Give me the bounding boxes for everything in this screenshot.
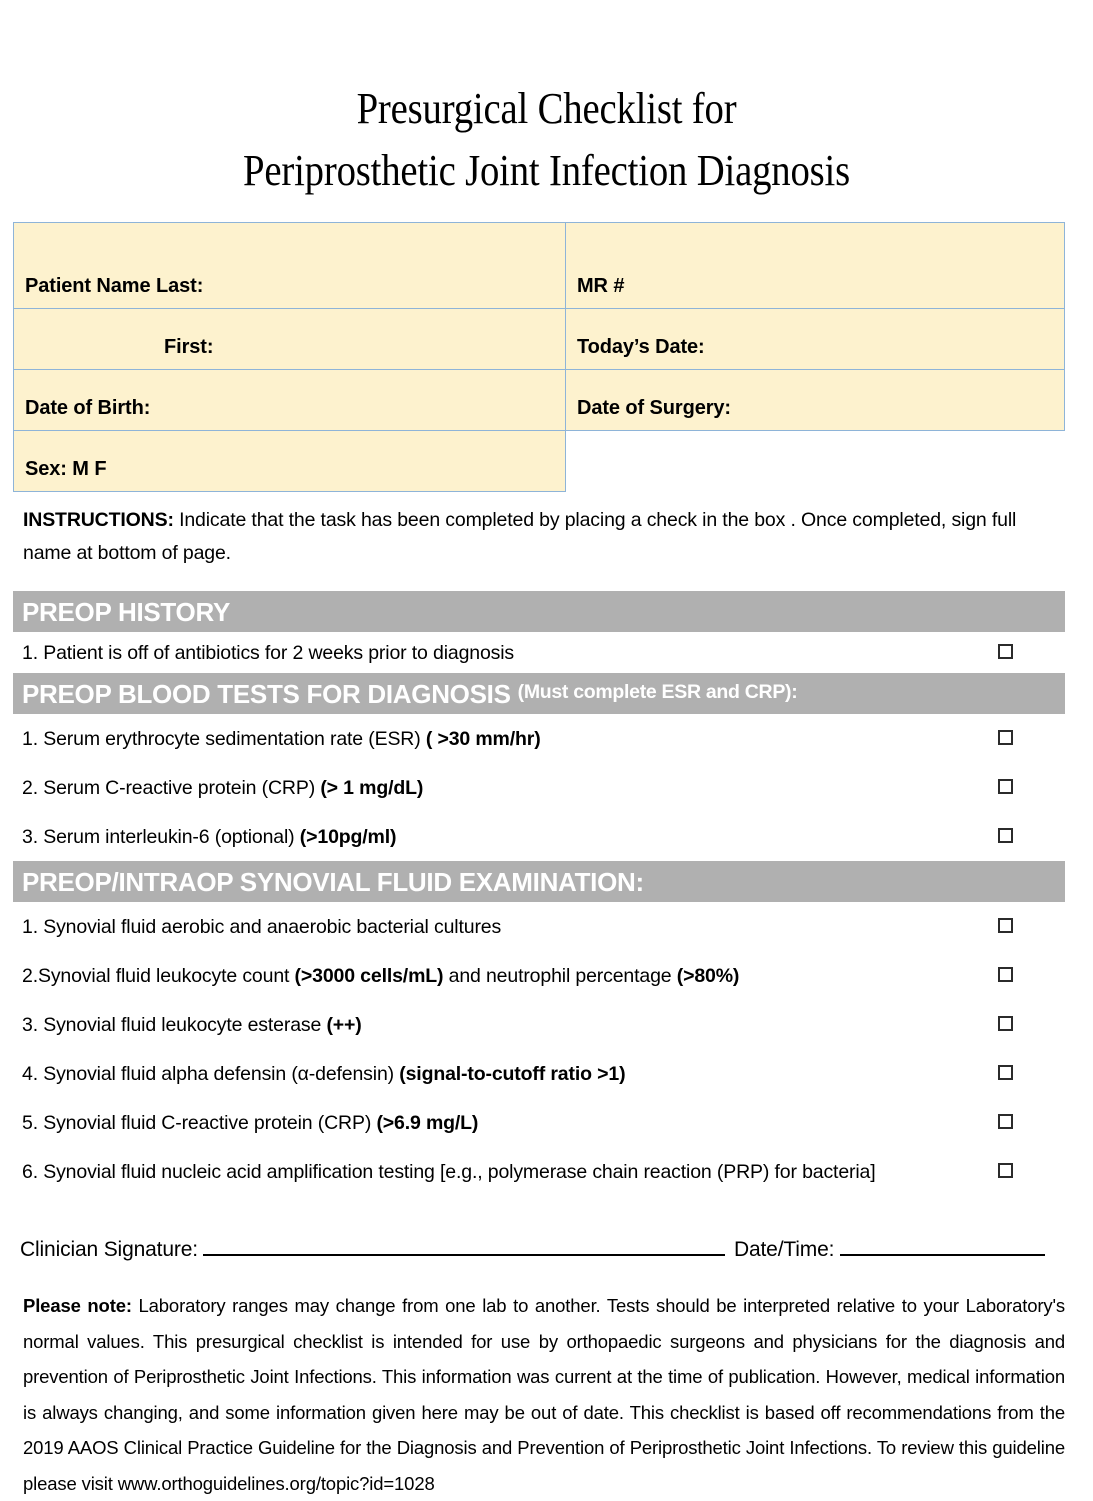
checklist-item-label [22, 812, 998, 849]
instructions-paragraph [23, 504, 1060, 571]
guideline-url[interactable]: www.orthoguidelines.org/topic?id=1028 [117, 1472, 435, 1494]
checklist-item-label [22, 632, 998, 665]
page-title-line-1: Presurgical Checklist for [356, 84, 737, 133]
checklist-item-label [22, 1147, 998, 1184]
field-patient-name-first[interactable]: First: [14, 308, 566, 369]
field-sex[interactable]: Sex: M F [14, 430, 566, 491]
checklist-item[interactable] [13, 763, 1065, 812]
checkbox[interactable] [998, 1163, 1013, 1178]
checklist-item-label [22, 902, 998, 939]
section-header-preop-blood-tests [13, 673, 1065, 714]
table-row [14, 308, 1065, 369]
empty-cell [566, 430, 1065, 491]
checkbox[interactable] [998, 1016, 1013, 1031]
patient-info-table [13, 222, 1065, 492]
page-title [66, 0, 1028, 203]
footer-note [23, 1288, 1065, 1501]
checkbox[interactable] [998, 828, 1013, 843]
item-text-threshold: (>6.9 mg/L) [376, 1112, 479, 1134]
checkbox[interactable] [998, 918, 1013, 933]
checklist-item[interactable] [13, 1049, 1065, 1098]
field-date-of-surgery[interactable]: Date of Surgery: [566, 369, 1065, 430]
section-items-synovial-fluid [13, 902, 1065, 1196]
item-text-plain: 3. Serum interleukin-6 (optional) [22, 826, 300, 848]
item-text-threshold: (>3000 cells/mL) [294, 965, 444, 987]
checklist-item-label [22, 1098, 998, 1135]
item-text-threshold: (++) [326, 1014, 362, 1036]
table-row [14, 222, 1065, 308]
item-text-threshold: ( >30 mm/hr) [425, 728, 541, 750]
item-text-threshold: (> 1 mg/dL) [320, 777, 424, 799]
checklist-item-label [22, 763, 998, 800]
item-text-plain: 4. Synovial fluid alpha defensin (α-defensin) [22, 1063, 400, 1085]
field-todays-date[interactable]: Today’s Date: [566, 308, 1065, 369]
item-text-threshold-2: (>80%) [676, 965, 740, 987]
section-header-preop-history [13, 591, 1065, 632]
checklist-item[interactable] [13, 714, 1065, 763]
checkbox[interactable] [998, 1065, 1013, 1080]
field-mr-number[interactable]: MR # [566, 222, 1065, 308]
item-text-threshold: (signal-to-cutoff ratio >1) [399, 1063, 626, 1085]
checklist-item-label [22, 951, 998, 988]
checklist-item-label [22, 1000, 998, 1037]
table-row [14, 369, 1065, 430]
item-text-plain: 1. Patient is off of antibiotics for 2 weeks prior to diagnosis [22, 642, 515, 664]
section-header-main: PREOP BLOOD TESTS FOR DIAGNOSIS [22, 678, 511, 709]
checklist-item[interactable] [13, 1147, 1065, 1196]
clinician-signature-label: Clinician Signature: [20, 1238, 198, 1261]
section-header-sub: (Must complete ESR and CRP): [517, 681, 798, 704]
field-patient-name-last[interactable]: Patient Name Last: [14, 222, 566, 308]
date-time-label: Date/Time: [733, 1238, 835, 1261]
checklist-item-label [22, 714, 998, 751]
item-text-plain: 3. Synovial fluid leukocyte esterase [22, 1014, 327, 1036]
checklist-item[interactable] [13, 632, 1065, 673]
checkbox[interactable] [998, 644, 1013, 659]
checkbox[interactable] [998, 1114, 1013, 1129]
checkbox[interactable] [998, 967, 1013, 982]
checklist-item-label [22, 1049, 998, 1086]
checklist-item[interactable] [13, 1000, 1065, 1049]
item-text-plain: 2. Serum C-reactive protein (CRP) [22, 777, 321, 799]
item-text-threshold: (>10pg/ml) [299, 826, 397, 848]
section-header-main: PREOP/INTRAOP SYNOVIAL FLUID EXAMINATION: [22, 866, 644, 897]
signature-row [20, 1234, 1065, 1262]
checklist-item[interactable] [13, 1098, 1065, 1147]
item-text-plain: 5. Synovial fluid C-reactive protein (CRP) [22, 1112, 377, 1134]
section-header-synovial-fluid [13, 861, 1065, 902]
section-items-preop-blood-tests [13, 714, 1065, 861]
footer-note-body: Laboratory ranges may change from one lab to another. Tests should be interpreted relative to your Laboratory's normal values. This presurgical checklist is intended for use by orthopaedic surgeons and physicians for the diagnosis and prevention of Periprosthetic Joint Infections. This information was current at the time of publication. However, medical information is always changing, and some information given here may be out of date. This checklist is based off recommendations from the 2019 AAOS Clinical Practice Guideline for the Diagnosis and Prevention of Periprosthetic Joint Infections. To review this guideline please visit [23, 1295, 1065, 1494]
footer-note-label: Please note: [23, 1295, 132, 1316]
item-text-plain: 6. Synovial fluid nucleic acid amplification testing [e.g., polymerase chain reaction (PRP) for bacteria] [22, 1161, 876, 1183]
checklist-item[interactable] [13, 812, 1065, 861]
checkbox[interactable] [998, 730, 1013, 745]
item-text-plain: 1. Synovial fluid aerobic and anaerobic bacterial cultures [22, 916, 502, 938]
field-date-of-birth[interactable]: Date of Birth: [14, 369, 566, 430]
checklist-item[interactable] [13, 902, 1065, 951]
item-text-plain-2: and neutrophil percentage [443, 965, 677, 987]
clinician-signature-input[interactable] [203, 1234, 725, 1256]
date-time-input[interactable] [840, 1234, 1045, 1256]
instructions-label: INSTRUCTIONS: [23, 508, 174, 531]
item-text-plain: 2.Synovial fluid leukocyte count [22, 965, 295, 987]
checkbox[interactable] [998, 779, 1013, 794]
table-row [14, 430, 1065, 491]
page-title-line-2: Periprosthetic Joint Infection Diagnosis [242, 146, 851, 196]
section-header-main: PREOP HISTORY [22, 596, 231, 627]
checklist-item[interactable] [13, 951, 1065, 1000]
instructions-text: Indicate that the task has been completed by placing a check in the box . Once completed, sign full name at bottom of page. [23, 508, 1017, 565]
section-items-preop-history [13, 632, 1065, 673]
item-text-plain: 1. Serum erythrocyte sedimentation rate (ESR) [22, 728, 426, 750]
